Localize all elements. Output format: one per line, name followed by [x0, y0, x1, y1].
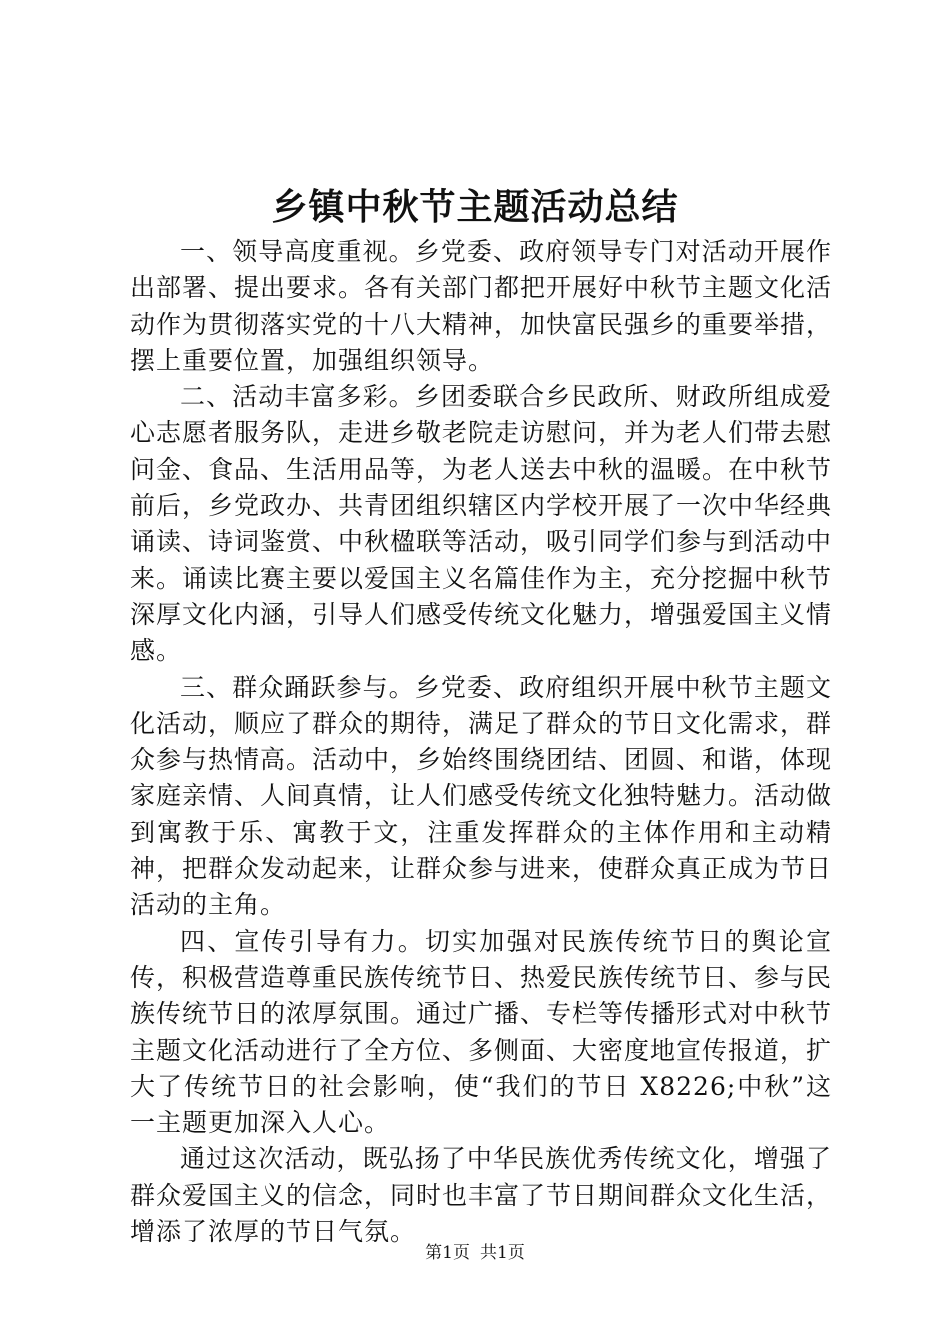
page-number-current: 第1页 [425, 1243, 470, 1263]
document-body [130, 234, 832, 1250]
paragraph-conclusion: 通过这次活动，既弘扬了中华民族优秀传统文化，增强了群众爱国主义的信念，同时也丰富了节日期间群众文化生活，增添了浓厚的节日气氛。 [130, 1144, 833, 1247]
page-number-total: 共1页 [480, 1243, 525, 1263]
paragraph-participation: 三、群众踊跃参与。乡党委、政府组织开展中秋节主题文化活动，顺应了群众的期待，满足了群众的节日文化需求，群众参与热情高。活动中，乡始终围绕团结、团圆、和谐，体现家庭亲情、人间真情，让人们感受传统文化独特魅力。活动做到寓教于乐、寓教于文，注重发挥群众的主体作用和主动精神，把群众发动起来，让群众参与进来，使群众真正成为节日活动的主角。 [130, 672, 833, 920]
document-title: 乡镇中秋节主题活动总结 [271, 186, 679, 228]
paragraph-publicity: 四、宣传引导有力。切实加强对民族传统节日的舆论宣传，积极营造尊重民族传统节日、热爱民族传统节日、参与民族传统节日的浓厚氛围。通过广播、专栏等传播形式对中秋节主题文化活动进行了全方位、多侧面、大密度地宣传报道，扩大了传统节日的社会影响，使“我们的节日 X8226;中秋”这一主题更加深入人心。 [130, 926, 833, 1138]
paragraph-leadership: 一、领导高度重视。乡党委、政府领导专门对活动开展作出部署、提出要求。各有关部门都把开展好中秋节主题文化活动作为贯彻落实党的十八大精神，加快富民强乡的重要举措，摆上重要位置，加强组织领导。 [130, 237, 833, 375]
paragraph-activities: 二、活动丰富多彩。乡团委联合乡民政所、财政所组成爱心志愿者服务队，走进乡敬老院走访慰问，并为老人们带去慰问金、食品、生活用品等，为老人送去中秋的温暖。在中秋节前后，乡党政办、共青团组织辖区内学校开展了一次中华经典诵读、诗词鉴赏、中秋楹联等活动，吸引同学们参与到活动中来。诵读比赛主要以爱国主义名篇佳作为主，充分挖掘中秋节深厚文化内涵，引导人们感受传统文化魅力，增强爱国主义情感。 [130, 382, 833, 666]
page-footer [0, 1241, 950, 1265]
